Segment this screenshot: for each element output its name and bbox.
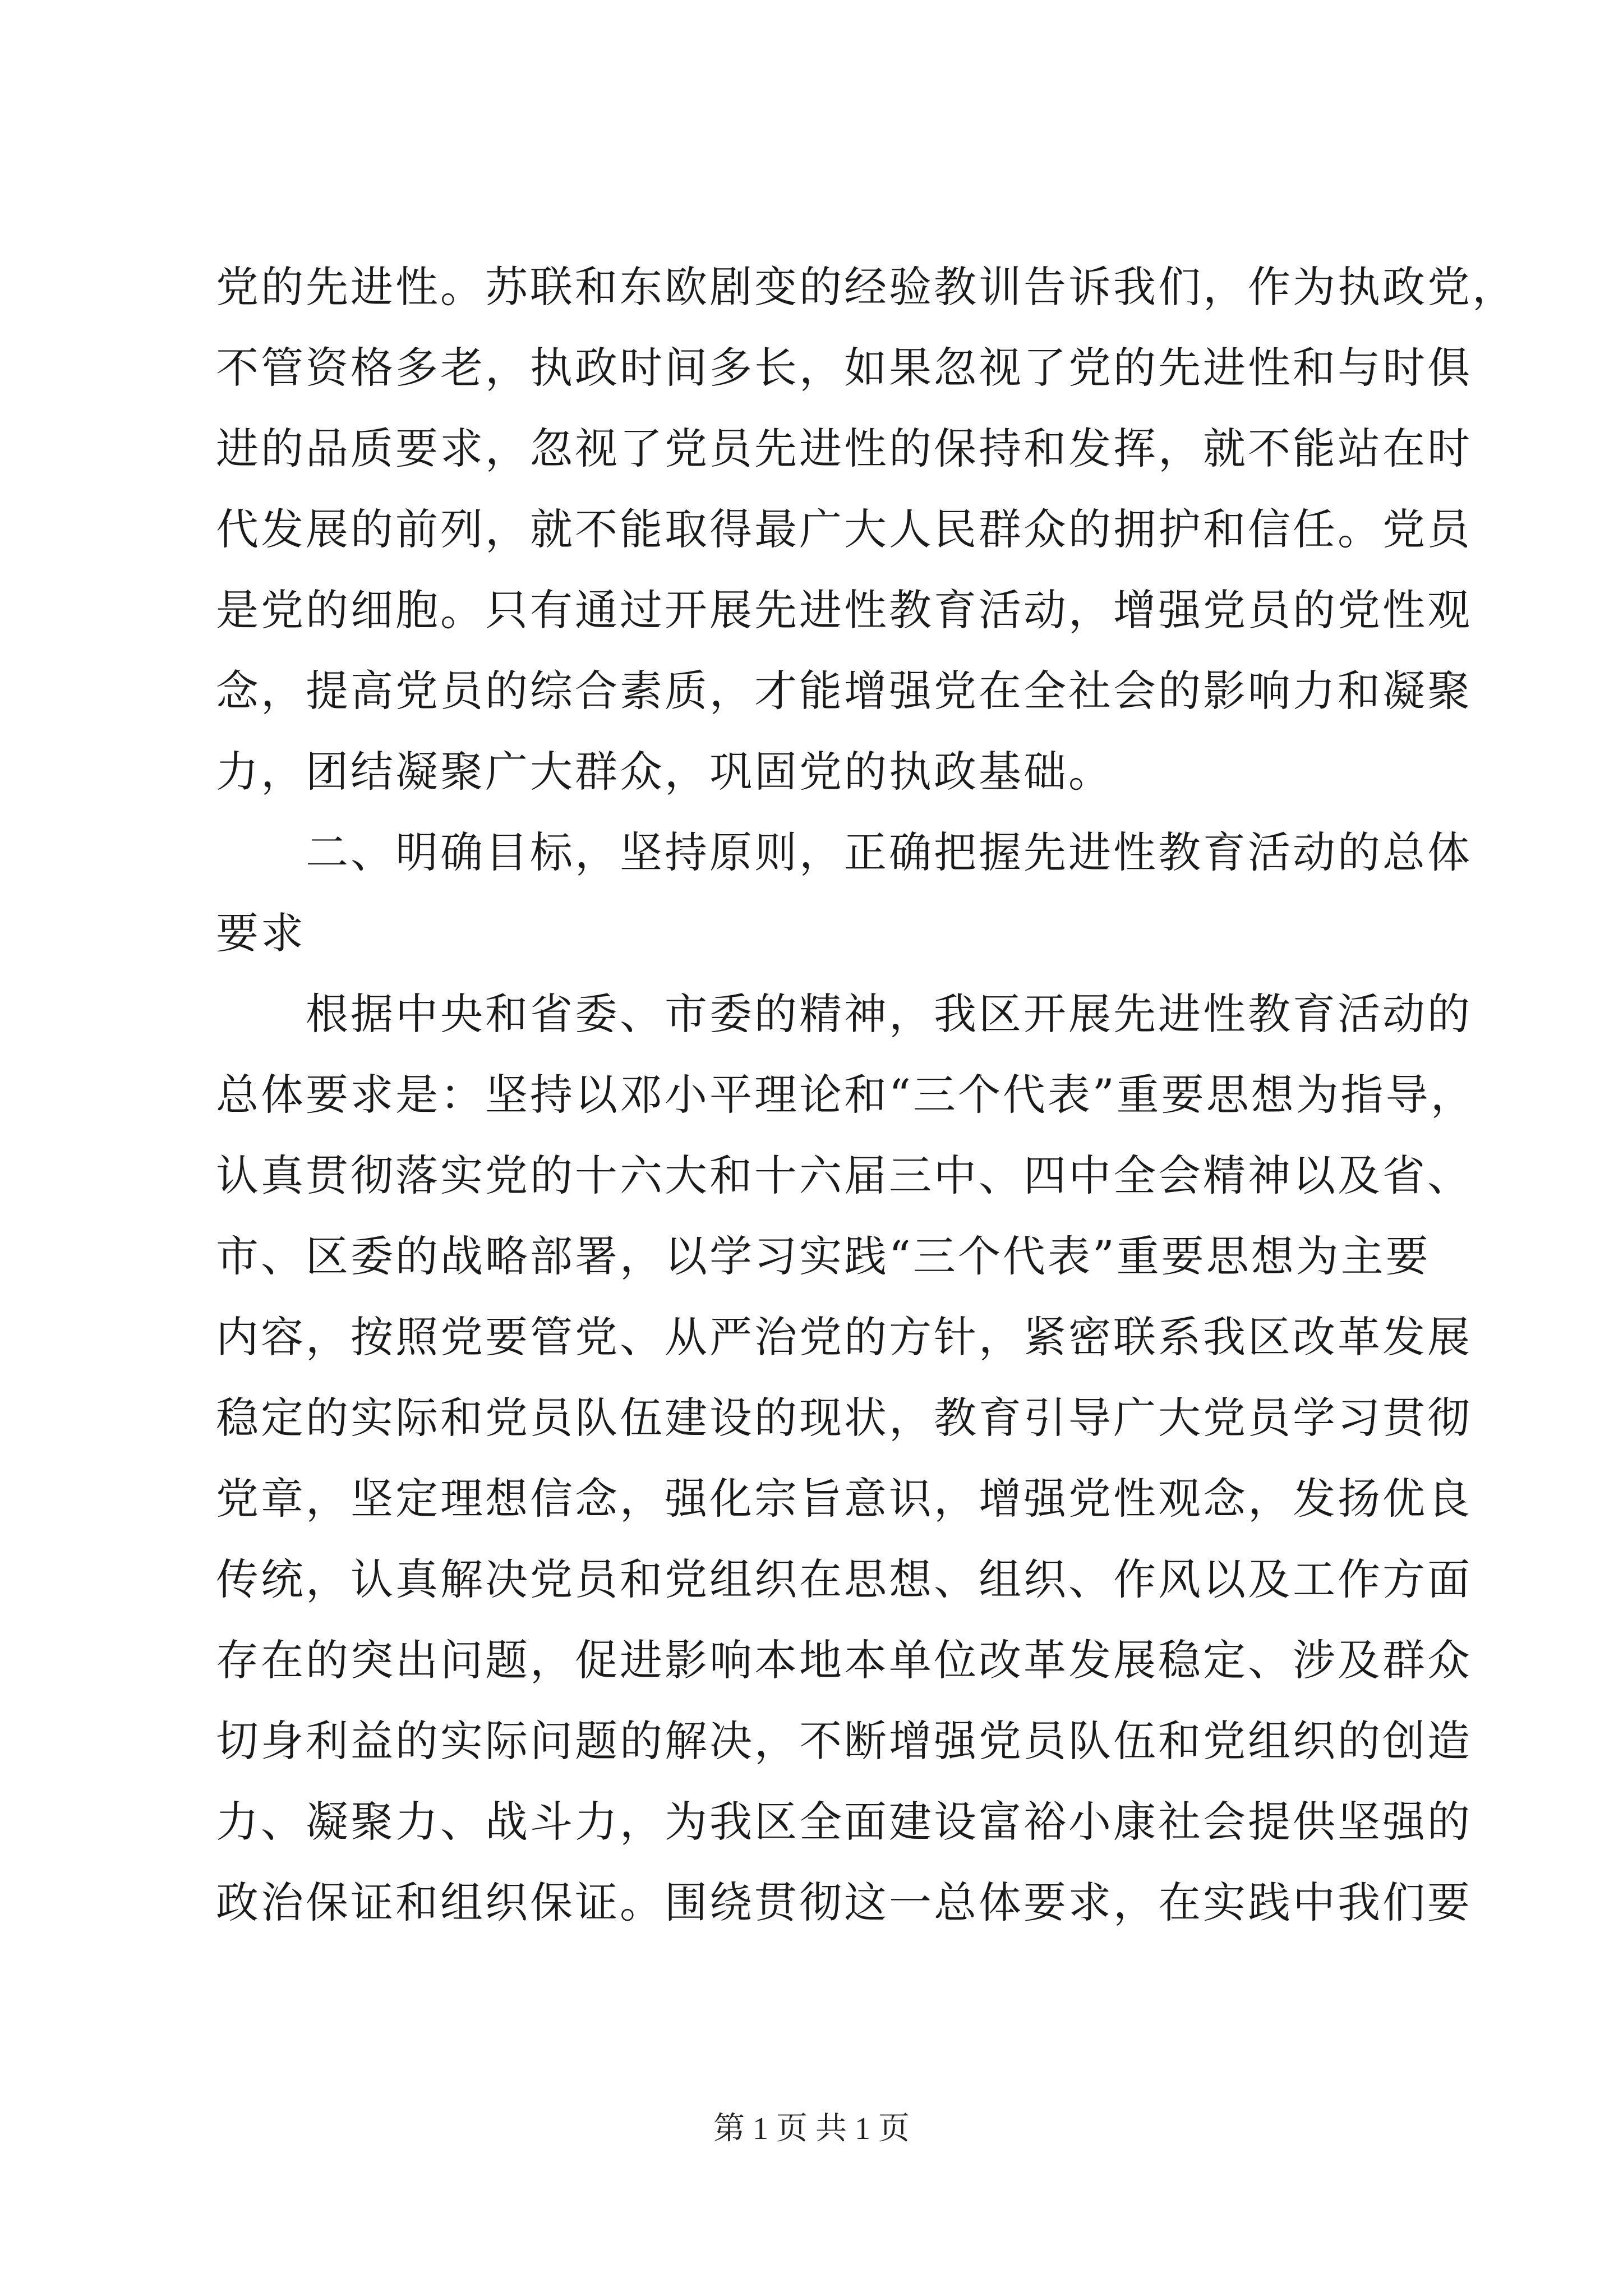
- section-heading-line: 二、明确目标，坚持原则，正确把握先进性教育活动的总体: [306, 827, 1472, 877]
- text-line: 不管资格多老，执政时间多长，如果忽视了党的先进性和与时俱: [216, 343, 1472, 393]
- text-line: 力，团结凝聚广大群众，巩固党的执政基础。: [216, 747, 1113, 797]
- text-line: 根据中央和省委、市委的精神，我区开展先进性教育活动的: [306, 989, 1472, 1039]
- text-line: 党的先进性。苏联和东欧剧变的经验教训告诉我们，作为执政党，: [216, 262, 1517, 312]
- text-line: 稳定的实际和党员队伍建设的现状，教育引导广大党员学习贯彻: [216, 1393, 1472, 1443]
- text-line: 念，提高党员的综合素质，才能增强党在全社会的影响力和凝聚: [216, 666, 1472, 716]
- text-line: 市、区委的战略部署，以学习实践“三个代表”重要思想为主要: [216, 1231, 1431, 1281]
- text-line: 切身利益的实际问题的解决，不断增强党员队伍和党组织的创造: [216, 1716, 1472, 1766]
- text-line: 党章，坚定理想信念，强化宗旨意识，增强党性观念，发扬优良: [216, 1474, 1472, 1524]
- text-line: 存在的突出问题，促进影响本地本单位改革发展稳定、涉及群众: [216, 1635, 1472, 1685]
- section-heading-line: 要求: [216, 908, 306, 958]
- document-body: [216, 247, 1517, 1943]
- text-line: 是党的细胞。只有通过开展先进性教育活动，增强党员的党性观: [216, 585, 1472, 635]
- text-line: 总体要求是：坚持以邓小平理论和“三个代表”重要思想为指导，: [216, 1070, 1476, 1120]
- text-line: 内容，按照党要管党、从严治党的方针，紧密联系我区改革发展: [216, 1312, 1472, 1362]
- page-footer: 第 1 页 共 1 页: [713, 2111, 910, 2146]
- text-line: 传统，认真解决党员和党组织在思想、组织、作风以及工作方面: [216, 1554, 1472, 1604]
- text-line: 进的品质要求，忽视了党员先进性的保持和发挥，就不能站在时: [216, 424, 1472, 473]
- text-line: 力、凝聚力、战斗力，为我区全面建设富裕小康社会提供坚强的: [216, 1797, 1472, 1847]
- text-line: 代发展的前列，就不能取得最广大人民群众的拥护和信任。党员: [216, 504, 1472, 554]
- text-line: 政治保证和组织保证。围绕贯彻这一总体要求，在实践中我们要: [216, 1878, 1472, 1927]
- text-line: 认真贯彻落实党的十六大和十六届三中、四中全会精神以及省、: [216, 1151, 1472, 1200]
